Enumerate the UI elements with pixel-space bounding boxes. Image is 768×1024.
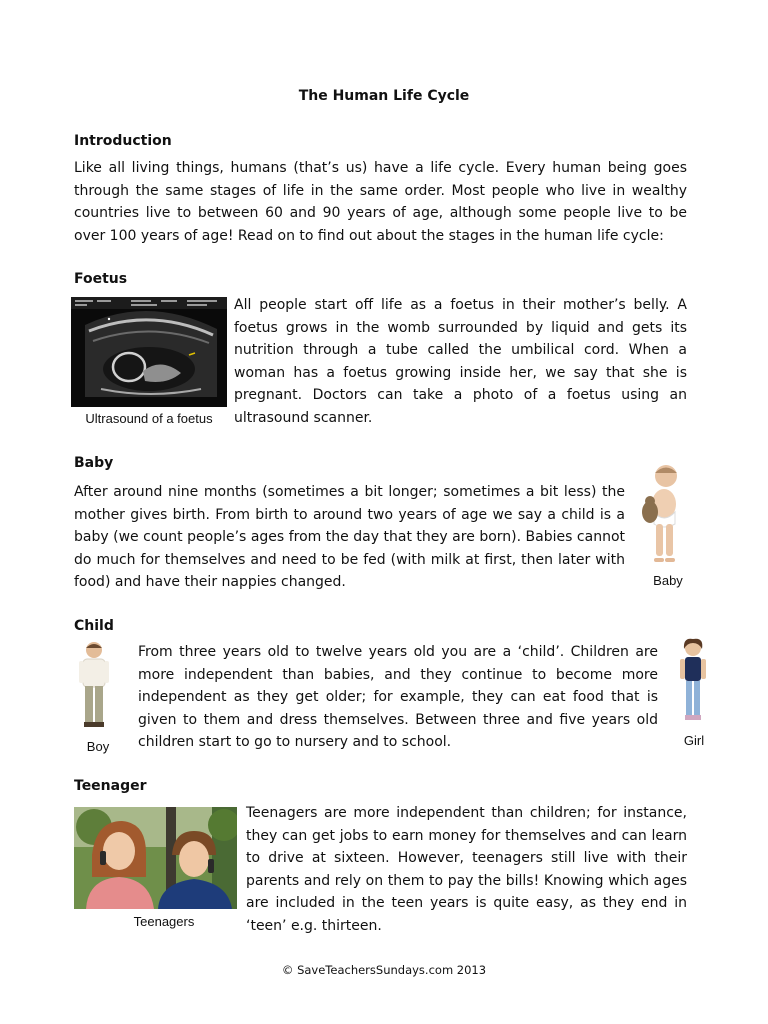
boy-caption: Boy <box>86 739 110 754</box>
foetus-heading: Foetus <box>74 271 128 287</box>
copyright-footer: © SaveTeachersSundays.com 2013 <box>281 963 487 977</box>
baby-caption: Baby <box>653 573 683 588</box>
intro-paragraph: Like all living things, humans (that’s us) have a life cycle. Every human being goes through the same stages of life in the same order. Most people who live in wealthy countries live to between 60 and 90 years of age, although some people live to be over 100 years of age! Read on to find out about the stages in the human life cycle: <box>74 160 687 244</box>
baby-image <box>638 462 686 568</box>
baby-paragraph: After around nine months (sometimes a bit longer; sometimes a bit less) the mother gives birth. From birth to around two years of age we say a child is a baby (we count people’s ages from the day that they are born). Babies cannot do much for themselves and need to be fed (with milk at first, then later with food) and have their nappies changed. <box>74 484 625 590</box>
child-paragraph: From three years old to twelve years old you are a ‘child’. Children are more independent than babies, and they continue to become more independent as they get older; for example, they can eat food that is given to them and dress themselves. Between three and five years old children start to go to nursery and to school. <box>138 644 658 750</box>
foetus-paragraph: All people start off life as a foetus in their mother’s belly. A foetus grows in the womb surrounded by liquid and gets its nutrition through a tube called the umbilical cord. When a woman has a foetus growing inside her, we say that she is pregnant. Doctors can take a photo of a foetus using an ultrasound scanner. <box>234 297 687 426</box>
teenager-paragraph: Teenagers are more independent than children; for instance, they can get jobs to earn money for themselves and can learn to drive at sixteen. However, teenagers still live with their parents and rely on them to pay the bills! Knowing which ages are included in the teen years is quite easy, as they end in ‘teen’ e.g. thirteen. <box>246 805 687 934</box>
teenagers-image <box>74 807 237 909</box>
intro-heading: Introduction <box>74 133 172 149</box>
baby-heading: Baby <box>74 455 114 471</box>
girl-image <box>677 637 709 725</box>
teenager-heading: Teenager <box>74 778 147 794</box>
ultrasound-image <box>71 297 227 407</box>
girl-caption: Girl <box>683 733 705 748</box>
teenagers-caption: Teenagers <box>133 914 195 929</box>
boy-image <box>76 640 112 730</box>
page-title: The Human Life Cycle <box>298 88 470 104</box>
ultrasound-caption: Ultrasound of a foetus <box>85 411 213 426</box>
child-heading: Child <box>74 618 114 634</box>
